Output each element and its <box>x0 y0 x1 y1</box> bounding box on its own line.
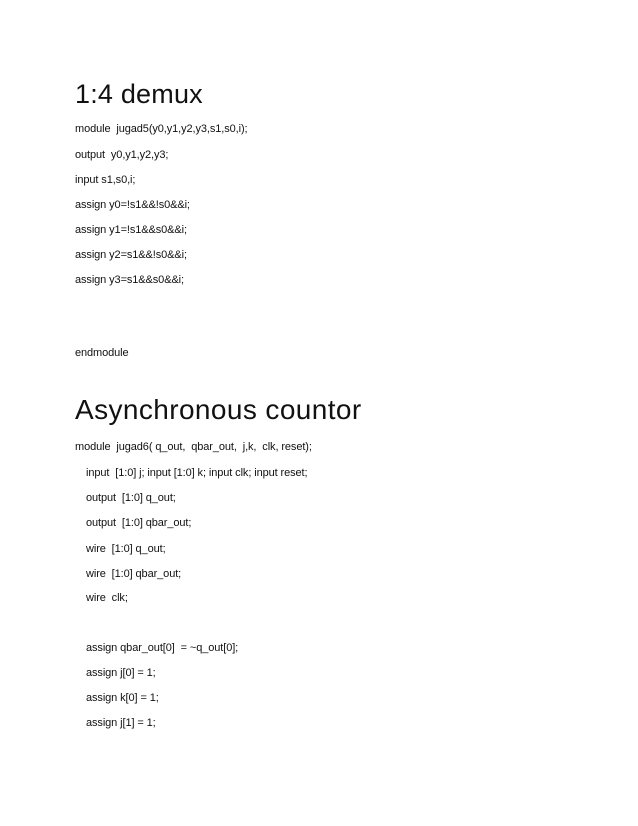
code-line: wire [1:0] q_out; <box>86 543 166 555</box>
code-line: output [1:0] qbar_out; <box>86 517 192 529</box>
code-line: input s1,s0,i; <box>75 174 136 186</box>
code-line: endmodule <box>75 347 129 359</box>
code-line: assign y0=!s1&&!s0&&i; <box>75 199 190 211</box>
code-line: output [1:0] q_out; <box>86 492 176 504</box>
section-heading-demux: 1:4 demux <box>75 79 203 109</box>
code-line: assign j[1] = 1; <box>86 717 156 729</box>
code-line: output y0,y1,y2,y3; <box>75 149 169 161</box>
code-line: input [1:0] j; input [1:0] k; input clk; input reset; <box>86 467 308 479</box>
code-line: assign y1=!s1&&s0&&i; <box>75 224 187 236</box>
section-heading-asynchronous-counter: Asynchronous countor <box>75 394 362 425</box>
code-line: assign qbar_out[0] = ~q_out[0]; <box>86 642 239 654</box>
code-line: wire clk; <box>86 592 128 604</box>
code-line: assign j[0] = 1; <box>86 667 156 679</box>
code-line: wire [1:0] qbar_out; <box>86 568 182 580</box>
code-line: module jugad6( q_out, qbar_out, j,k, clk, reset); <box>75 441 312 453</box>
code-line: module jugad5(y0,y1,y2,y3,s1,s0,i); <box>75 123 248 135</box>
code-line: assign y2=s1&&!s0&&i; <box>75 249 187 261</box>
code-line: assign y3=s1&&s0&&i; <box>75 274 184 286</box>
code-line: assign k[0] = 1; <box>86 692 159 704</box>
